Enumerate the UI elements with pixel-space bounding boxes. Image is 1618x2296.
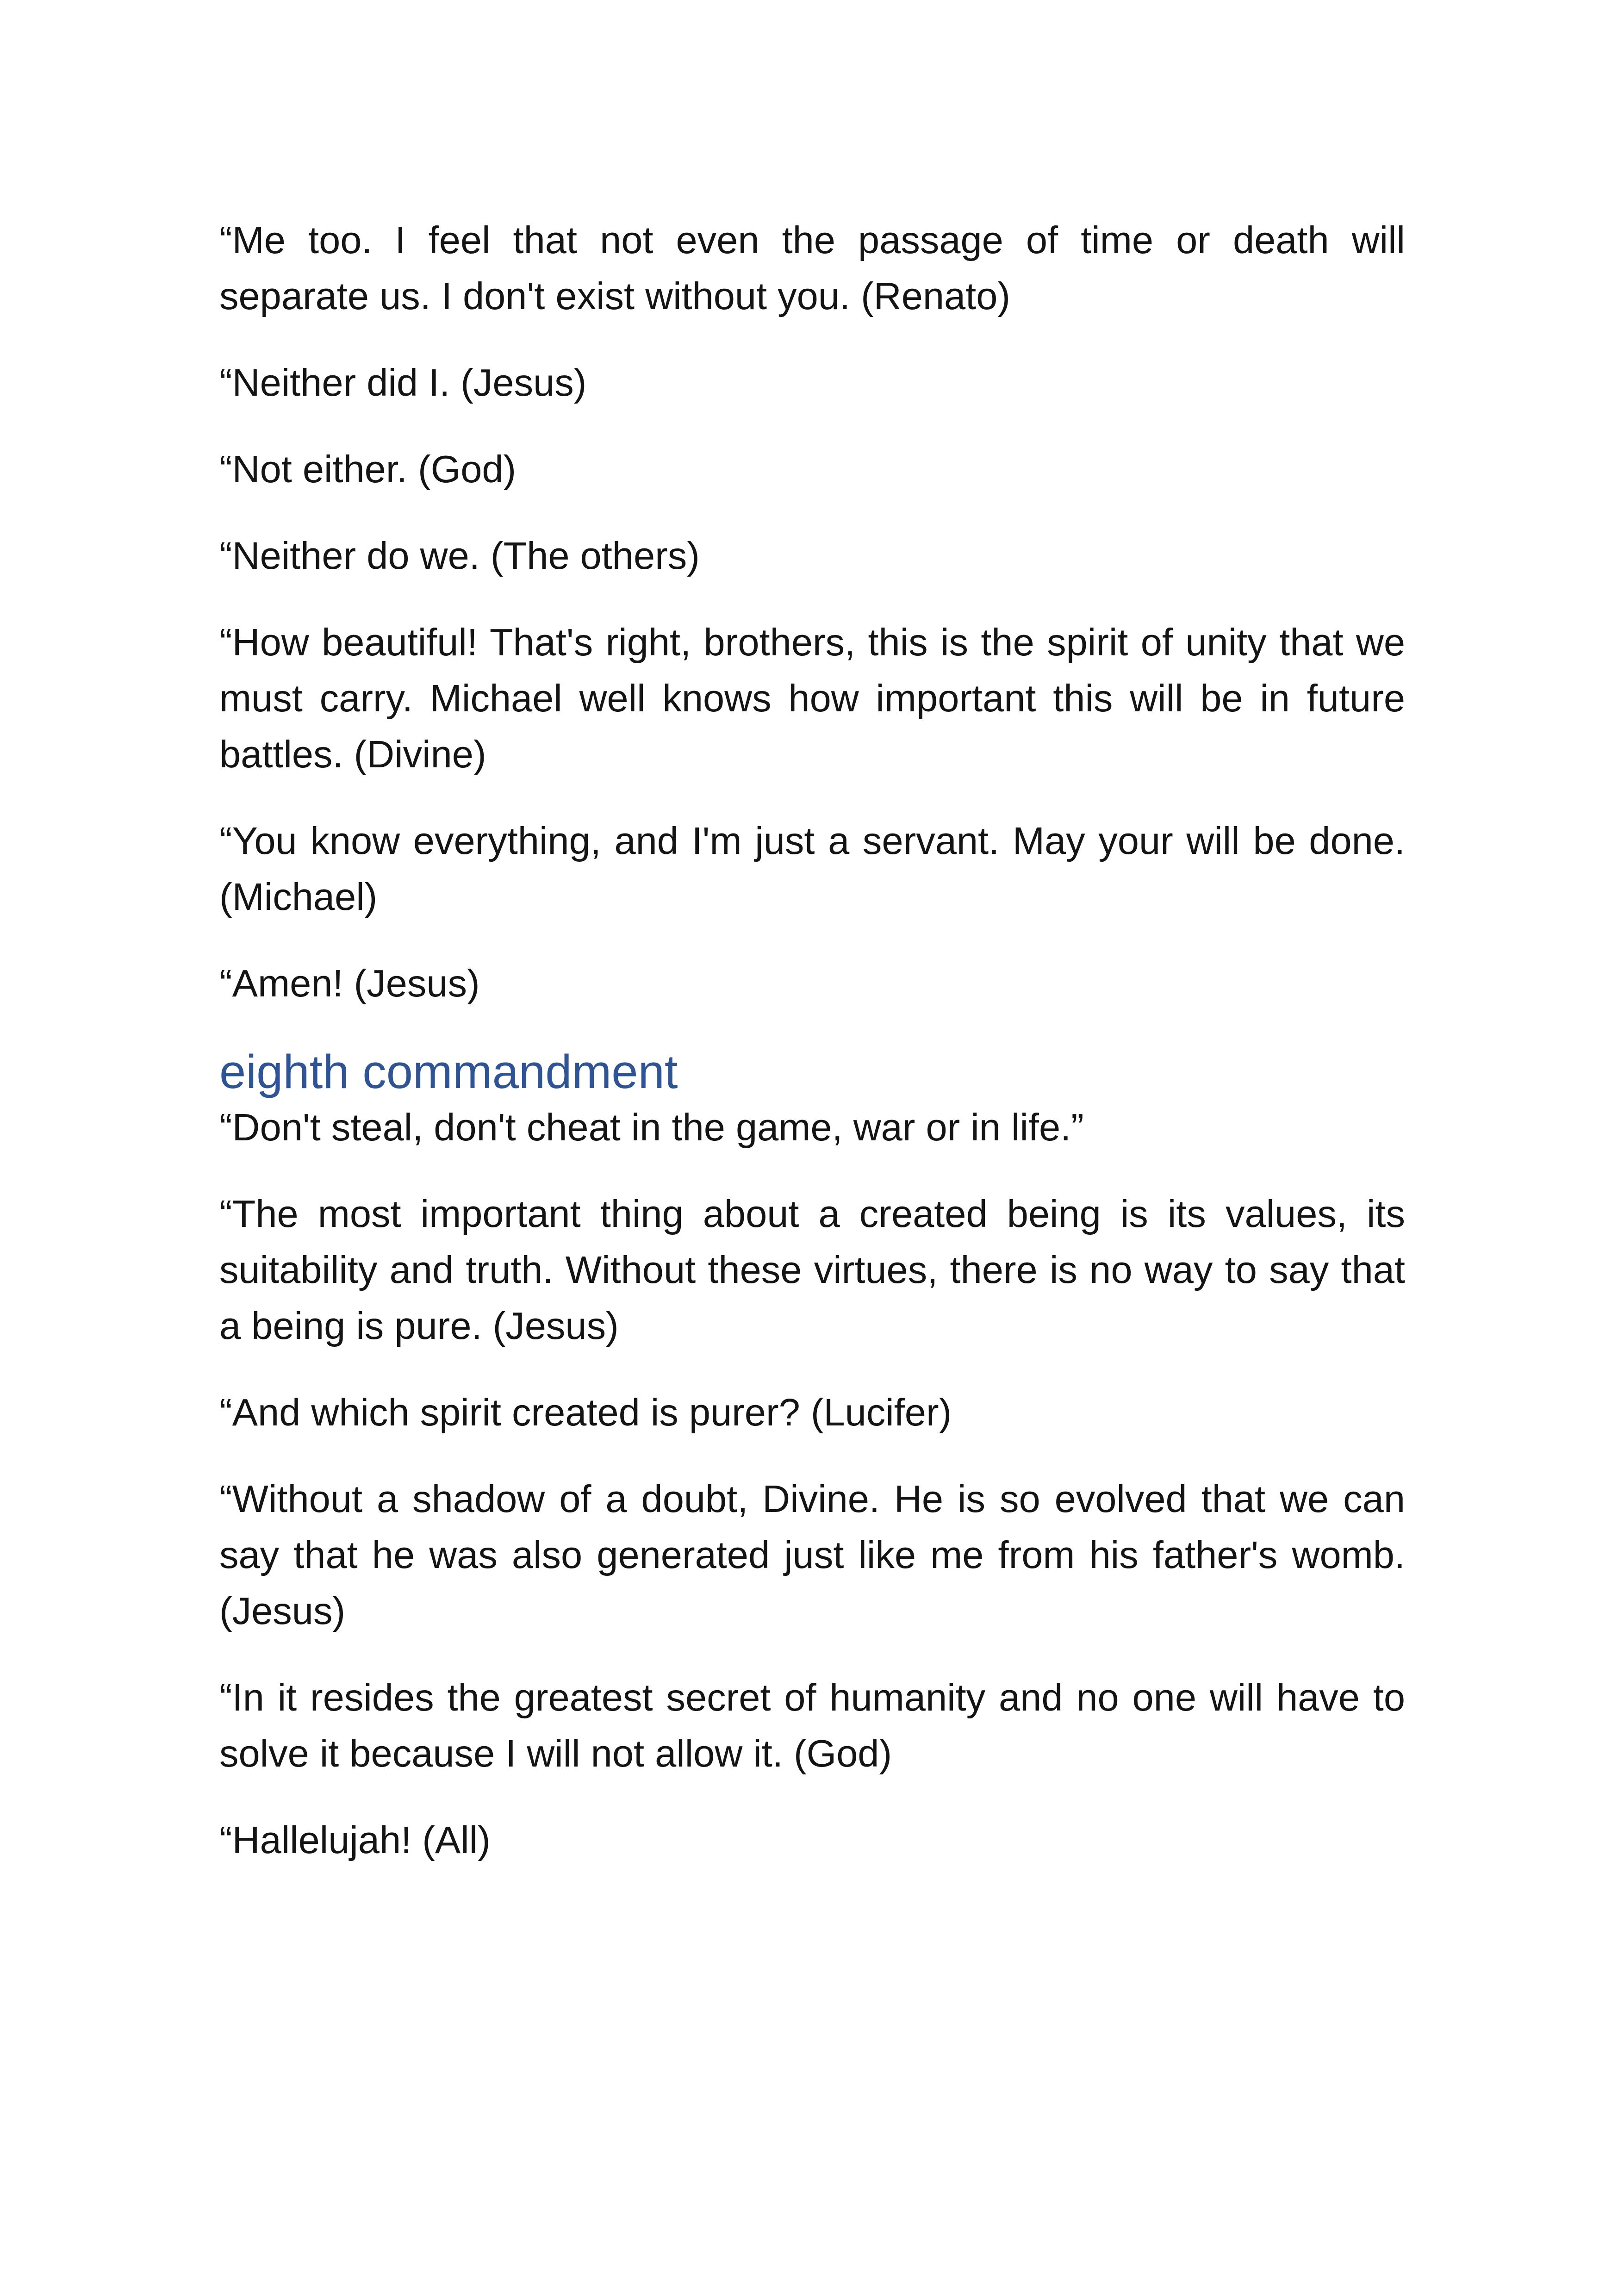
section-heading: eighth commandment bbox=[219, 1045, 678, 1098]
paragraph-god-secret: “In it resides the greatest secret of humanity and no one will have to solve it because I will not allow it. (God) bbox=[219, 1676, 1405, 1775]
paragraph-jesus-values: “The most important thing about a created being is its values, its suitability and truth. Without these virtues, there is no way to say that a being is pure. (Jesus) bbox=[219, 1192, 1405, 1347]
paragraph-amen: “Amen! (Jesus) bbox=[219, 962, 480, 1005]
paragraph-jesus-divine: “Without a shadow of a doubt, Divine. He is so evolved that we can say that he was also generated just like me from his father's womb. (Jesus) bbox=[219, 1477, 1405, 1632]
paragraph-god-not-either: “Not either. (God) bbox=[219, 448, 517, 491]
page-content bbox=[219, 212, 1405, 1898]
paragraph-michael: “You know everything, and I'm just a servant. May your will be done. (Michael) bbox=[219, 819, 1405, 918]
paragraph-jesus-neither: “Neither did I. (Jesus) bbox=[219, 361, 587, 404]
paragraph-the-others: “Neither do we. (The others) bbox=[219, 534, 700, 577]
paragraph-hallelujah: “Hallelujah! (All) bbox=[219, 1818, 491, 1861]
paragraph-lucifer: “And which spirit created is purer? (Lucifer) bbox=[219, 1391, 952, 1434]
paragraph-divine: “How beautiful! That's right, brothers, this is the spirit of unity that we must carry. Michael well knows how important this will be in future battles. (Divine) bbox=[219, 621, 1405, 776]
paragraph-commandment-quote: “Don't steal, don't cheat in the game, war or in life.” bbox=[219, 1106, 1084, 1149]
paragraph-renato: “Me too. I feel that not even the passage of time or death will separate us. I don't exist without you. (Renato) bbox=[219, 218, 1405, 317]
